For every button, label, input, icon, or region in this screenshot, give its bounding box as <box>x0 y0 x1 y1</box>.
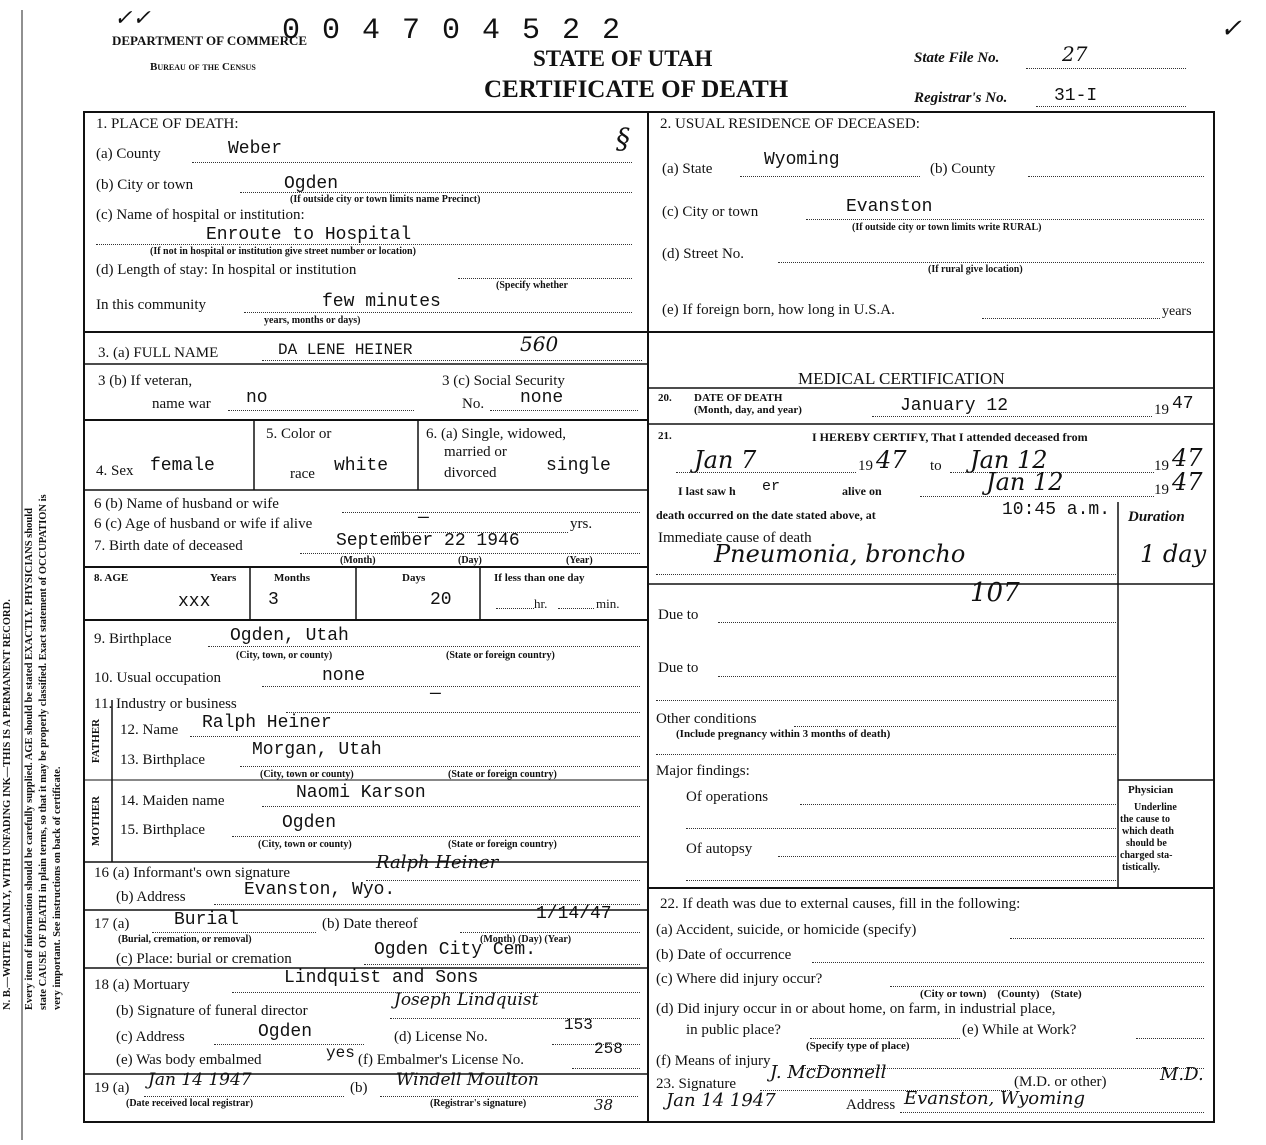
burial-place-value: Ogden City Cem. <box>374 940 537 960</box>
burial-note-1: (Burial, cremation, or removal) <box>118 934 252 945</box>
registrar-label: 19 (a) <box>94 1080 130 1096</box>
residence-city-note: (If outside city or town limits write RURAL) <box>852 222 1042 233</box>
physician-note-6: tistically. <box>1122 862 1161 873</box>
birthplace-note-2: (State or foreign country) <box>446 650 555 661</box>
check-mark-icon: ✓✓ <box>114 6 151 31</box>
husband-name-label: 6 (b) Name of husband or wife <box>94 496 279 512</box>
mother-birthplace-label: 15. Birthplace <box>120 822 205 838</box>
age-years-value: xxx <box>178 592 211 612</box>
place-county-label: (a) County <box>96 146 161 162</box>
marital-label-2: married or <box>444 444 507 460</box>
file-number: 0 0 4 7 0 4 5 2 2 <box>282 14 623 48</box>
md-value: M.D. <box>1160 1064 1204 1085</box>
death-time: 10:45 a.m. <box>1002 500 1111 520</box>
informant-address-label: (b) Address <box>116 889 186 905</box>
mortuary-address-label: (c) Address <box>116 1029 185 1045</box>
funeral-director-signature: Joseph Lindquist <box>394 990 539 1010</box>
husband-age-label: 6 (c) Age of husband or wife if alive <box>94 516 313 532</box>
physician-note-1: Underline <box>1134 802 1177 813</box>
embalmer-license-value: 258 <box>594 1040 623 1058</box>
mortuary-address-value: Ogden <box>258 1022 313 1042</box>
burial-date-label: (b) Date thereof <box>322 916 418 932</box>
residence-street-label: (d) Street No. <box>662 246 745 262</box>
marital-label-3: divorced <box>444 465 497 481</box>
ssn-label-2: No. <box>462 396 485 412</box>
birthplace-label: 9. Birthplace <box>94 631 172 647</box>
md-label: (M.D. or other) <box>1014 1074 1107 1090</box>
license-value: 153 <box>564 1016 593 1034</box>
residence-county-label: (b) County <box>930 161 996 177</box>
place-city-note: (If outside city or town limits name Precinct) <box>290 194 481 205</box>
external-f-label: (f) Means of injury <box>656 1053 771 1069</box>
color-label-1: 5. Color or <box>266 426 332 442</box>
father-side-label: FATHER <box>90 718 102 764</box>
place-specify-note: (Specify whether <box>496 280 568 291</box>
mother-maiden-label: 14. Maiden name <box>120 793 225 809</box>
embalmed-value: yes <box>326 1044 355 1062</box>
physician-note-4: should be <box>1126 838 1167 849</box>
physician-note-2: the cause to <box>1120 814 1170 825</box>
place-county-value: Weber <box>228 139 283 159</box>
external-heading: 22. If death was due to external causes, fill in the following: <box>660 896 1021 912</box>
signature-address: Evanston, Wyoming <box>904 1088 1086 1109</box>
certify-number: 21. <box>658 430 672 442</box>
residence-state-value: Wyoming <box>764 150 840 170</box>
father-name-value: Ralph Heiner <box>202 713 332 733</box>
certify-text: I HEREBY CERTIFY, That I attended deceased from <box>812 430 1088 444</box>
dod-year-prefix: 19 <box>1154 402 1169 418</box>
father-note-2: (State or foreign country) <box>448 769 557 780</box>
external-a-label: (a) Accident, suicide, or homicide (specify) <box>656 922 917 938</box>
physician-title: Physician <box>1128 784 1174 796</box>
residence-street-note: (If rural give location) <box>928 264 1023 275</box>
burial-value: Burial <box>174 910 239 930</box>
to-year-prefix: 19 <box>1154 458 1169 474</box>
from-year: 47 <box>876 446 907 474</box>
place-city-label: (b) City or town <box>96 177 194 193</box>
mortuary-label: 18 (a) Mortuary <box>94 977 190 993</box>
place-community-note: years, months or days) <box>264 315 361 326</box>
registrar-date: Jan 14 1947 <box>148 1070 252 1090</box>
age-days-label: Days <box>402 572 426 584</box>
age-min-label: min. <box>596 596 620 611</box>
immediate-duration: 1 day <box>1140 540 1207 568</box>
sidebar-line-3: state CAUSE OF DEATH in plain terms, so that it may be properly classified. Exact statement of OCCUPATION is <box>38 494 49 1010</box>
state-title: STATE OF UTAH <box>533 46 713 71</box>
major-findings-label: Major findings: <box>656 763 750 779</box>
physician-note-3: which death <box>1122 826 1174 837</box>
burial-label: 17 (a) <box>94 916 130 932</box>
place-hospital-note: (If not in hospital or institution give street number or location) <box>150 246 416 257</box>
place-mark: § <box>616 122 630 155</box>
mother-note-2: (State or foreign country) <box>448 839 557 850</box>
physician-signature: J. McDonnell <box>770 1062 887 1083</box>
external-d-note: (Specify type of place) <box>806 1040 910 1052</box>
veteran-label-2: name war <box>152 396 211 412</box>
place-city-value: Ogden <box>284 174 339 194</box>
to-label: to <box>930 458 942 474</box>
mother-birthplace-value: Ogden <box>282 813 337 833</box>
informant-label: 16 (a) Informant's own signature <box>94 865 290 881</box>
residence-years-label: years <box>1162 304 1192 319</box>
sidebar-line-1: N. B.—WRITE PLAINLY, WITH UNFADING INK—THIS IS A PERMANENT RECORD. <box>2 599 13 1010</box>
registrar-number: 38 <box>594 1096 614 1114</box>
age-years-label: Years <box>210 572 237 584</box>
external-b-label: (b) Date of occurrence <box>656 947 792 963</box>
color-label-2: race <box>290 466 315 482</box>
death-occurred-label: death occurred on the date stated above, at <box>656 508 876 522</box>
full-name-value: DA LENE HEINER <box>278 341 413 359</box>
registrar-note-2: (Registrar's signature) <box>430 1098 527 1109</box>
birthplace-note-1: (City, town, or county) <box>236 650 333 661</box>
signature-date: Jan 14 1947 <box>666 1090 776 1111</box>
attended-from: Jan 7 <box>694 446 757 474</box>
embalmer-license-label: (f) Embalmer's License No. <box>358 1052 524 1068</box>
last-saw-date: Jan 12 <box>986 468 1064 496</box>
license-label: (d) License No. <box>394 1029 488 1045</box>
marital-label-1: 6. (a) Single, widowed, <box>426 426 566 442</box>
age-days-value: 20 <box>430 590 452 610</box>
industry-label: 11. Industry or business <box>94 696 237 712</box>
sex-value: female <box>150 456 215 476</box>
embalmed-label: (e) Was body embalmed <box>116 1052 262 1068</box>
cause-code: 107 <box>970 578 1020 608</box>
occupation-label: 10. Usual occupation <box>94 670 222 686</box>
birthplace-value: Ogden, Utah <box>230 626 349 646</box>
place-stay-label: (d) Length of stay: In hospital or institution <box>96 262 357 278</box>
last-saw-mid: er <box>762 478 781 495</box>
external-e-label: (e) While at Work? <box>962 1022 1077 1038</box>
registrar-number-value: 31-I <box>1054 86 1098 106</box>
birth-date-label: 7. Birth date of deceased <box>94 538 243 554</box>
physician-note-5: charged sta- <box>1120 850 1173 861</box>
dod-label-1: DATE OF DEATH <box>694 392 783 404</box>
residence-city-value: Evanston <box>846 197 933 217</box>
state-file-value: 27 <box>1062 42 1088 66</box>
dod-value: January 12 <box>900 396 1009 416</box>
sidebar-line-2: Every item of information should be carefully supplied. AGE should be stated EXACTLY. PHYSICIANS should <box>24 508 35 1010</box>
birth-day-note: (Day) <box>458 555 482 566</box>
from-year-prefix: 19 <box>858 458 873 474</box>
full-name-note: 560 <box>520 332 559 356</box>
place-hospital-value: Enroute to Hospital <box>206 225 412 245</box>
father-name-label: 12. Name <box>120 722 179 738</box>
immediate-cause-label: Immediate cause of death <box>658 530 812 546</box>
registrar-number-label: Registrar's No. <box>914 90 1008 106</box>
residence-city-label: (c) City or town <box>662 204 759 220</box>
external-d1-label: (d) Did injury occur in or about home, on farm, in industrial place, <box>656 1001 1056 1017</box>
due-to-2-label: Due to <box>658 660 699 676</box>
husband-age-unit: yrs. <box>570 516 593 532</box>
age-less-label: If less than one day <box>494 572 585 584</box>
father-birthplace-value: Morgan, Utah <box>252 740 382 760</box>
industry-value: — <box>430 684 441 704</box>
signature-label: 23. Signature <box>656 1076 736 1092</box>
last-saw-label: I last saw h <box>678 484 736 498</box>
mother-side-label: MOTHER <box>90 795 102 847</box>
of-operations-label: Of operations <box>686 789 769 805</box>
external-c-label: (c) Where did injury occur? <box>656 971 823 987</box>
due-to-1-label: Due to <box>658 607 699 623</box>
external-c-note: (City or town) (County) (State) <box>920 988 1082 1000</box>
father-birthplace-label: 13. Birthplace <box>120 752 205 768</box>
sidebar-line-4: very important. See instructions on back of certificate. <box>52 766 63 1010</box>
mother-maiden-value: Naomi Karson <box>296 783 426 803</box>
signature-address-label: Address <box>846 1097 896 1113</box>
bureau-label: Bureau of the Census <box>150 61 256 73</box>
dod-number: 20. <box>658 392 672 404</box>
full-name-label: 3. (a) FULL NAME <box>98 345 219 361</box>
last-saw-label-2: alive on <box>842 484 882 498</box>
residence-heading: 2. USUAL RESIDENCE OF DECEASED: <box>660 116 920 132</box>
age-months-value: 3 <box>268 590 279 610</box>
mother-note-1: (City, town or county) <box>258 839 352 850</box>
burial-note-2: (Month) (Day) (Year) <box>480 934 572 945</box>
mortuary-value: Lindquist and Sons <box>284 968 479 988</box>
funeral-director-label: (b) Signature of funeral director <box>116 1003 308 1019</box>
residence-state-label: (a) State <box>662 161 713 177</box>
external-d2-label: in public place? <box>686 1022 781 1038</box>
burial-place-label: (c) Place: burial or cremation <box>116 951 292 967</box>
residence-foreign-label: (e) If foreign born, how long in U.S.A. <box>662 302 895 318</box>
other-conditions-label: Other conditions <box>656 711 757 727</box>
sex-label: 4. Sex <box>96 463 134 479</box>
of-autopsy-label: Of autopsy <box>686 841 753 857</box>
age-hr-label: hr. <box>534 596 548 611</box>
place-hospital-label: (c) Name of hospital or institution: <box>96 207 305 223</box>
birth-month-note: (Month) <box>340 555 376 566</box>
state-file-label: State File No. <box>914 50 1000 66</box>
ssn-label-1: 3 (c) Social Security <box>442 373 565 389</box>
veteran-label-1: 3 (b) If veteran, <box>98 373 193 389</box>
place-community-label: In this community <box>96 297 206 313</box>
age-months-label: Months <box>274 572 311 584</box>
last-year-prefix: 19 <box>1154 482 1169 498</box>
to-year: 47 <box>1172 444 1203 472</box>
occupation-value: none <box>322 666 366 686</box>
last-saw-year: 47 <box>1172 468 1203 496</box>
informant-address-value: Evanston, Wyo. <box>244 880 396 900</box>
check-mark-icon: ✓ <box>1220 14 1242 44</box>
veteran-value: no <box>246 388 268 408</box>
registrar-b-label: (b) <box>350 1080 368 1096</box>
dod-year: 47 <box>1172 394 1194 414</box>
color-value: white <box>334 456 389 476</box>
other-conditions-note: (Include pregnancy within 3 months of death) <box>676 728 891 740</box>
age-label: 8. AGE <box>94 572 129 584</box>
dod-label-2: (Month, day, and year) <box>694 404 802 416</box>
birth-date-value: September 22 1946 <box>336 531 520 551</box>
informant-signature: Ralph Heiner <box>376 852 499 873</box>
medical-heading: MEDICAL CERTIFICATION <box>798 369 1005 388</box>
burial-date-value: 1/14/47 <box>536 904 612 924</box>
department-label: DEPARTMENT OF COMMERCE <box>112 33 308 48</box>
ssn-value: none <box>520 388 564 408</box>
registrar-note-1: (Date received local registrar) <box>126 1098 254 1109</box>
attended-to: Jan 12 <box>970 446 1048 474</box>
place-heading: 1. PLACE OF DEATH: <box>96 116 239 132</box>
birth-year-note: (Year) <box>566 555 593 566</box>
husband-age-value: — <box>418 508 429 528</box>
immediate-cause-value: Pneumonia, broncho <box>714 540 966 568</box>
marital-value: single <box>546 456 611 476</box>
father-note-1: (City, town or county) <box>260 769 354 780</box>
certificate-title: CERTIFICATE OF DEATH <box>484 76 789 103</box>
place-community-value: few minutes <box>322 292 441 312</box>
registrar-signature: Windell Moulton <box>396 1070 539 1090</box>
duration-label: Duration <box>1128 509 1185 525</box>
